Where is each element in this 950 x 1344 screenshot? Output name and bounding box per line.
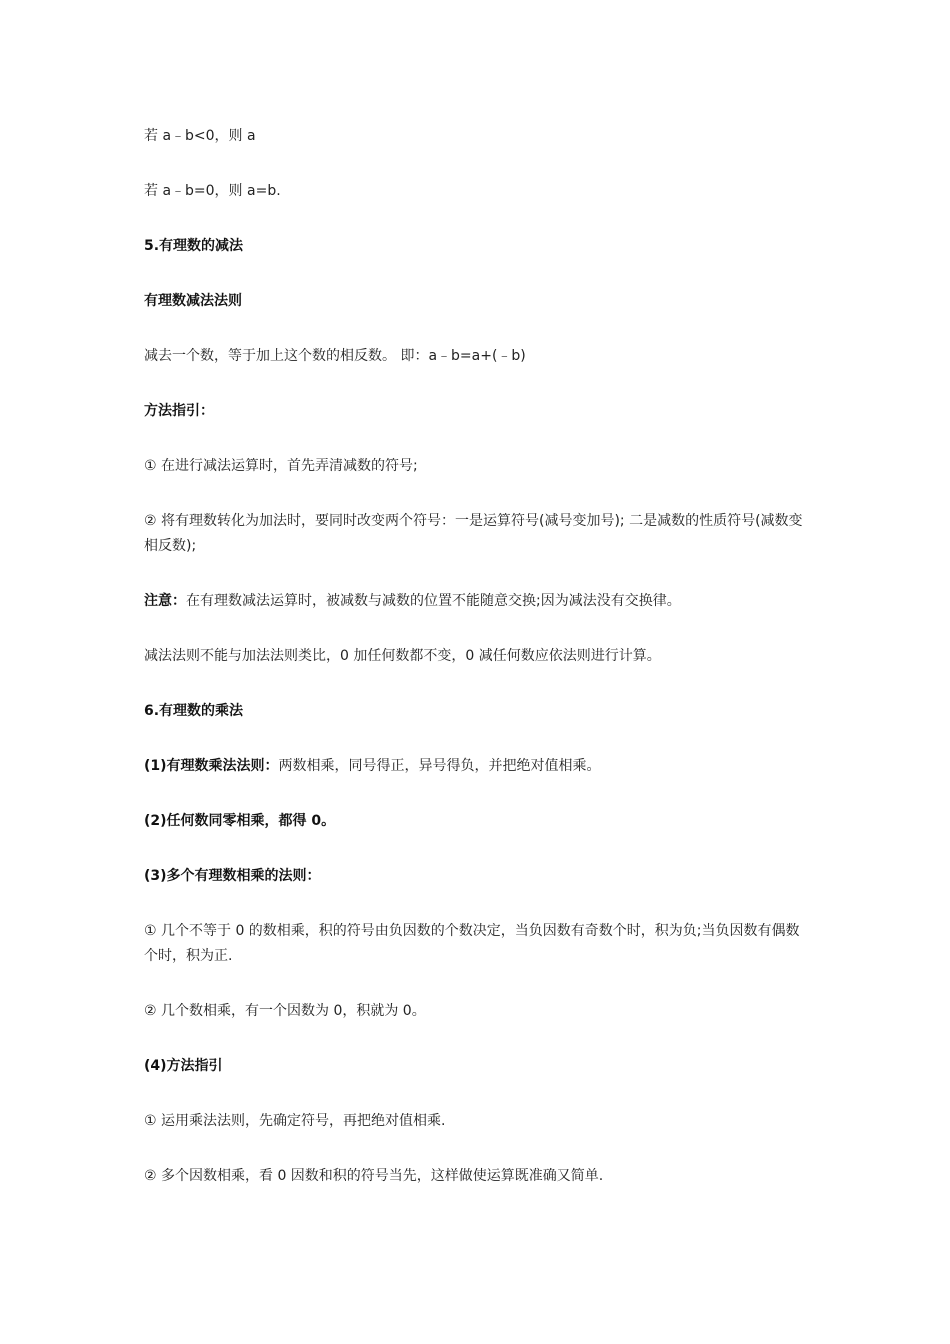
list-item: ② 多个因数相乘，看 0 因数和积的符号当先，这样做使运算既准确又简单. (144, 1168, 604, 1184)
note-label: 注意： (144, 593, 186, 609)
rule-text: 两数相乘，同号得正，异号得负，并把绝对值相乘。 (278, 758, 601, 774)
rule-heading: (4)方法指引 (144, 1058, 223, 1074)
rule-label: (1)有理数乘法法则： (144, 758, 279, 774)
subheading: 有理数减法法则 (144, 293, 242, 309)
note-text: 在有理数减法运算时，被减数与减数的位置不能随意交换;因为减法没有交换律。 (186, 593, 681, 609)
text-line: 若 a﹣b=0，则 a=b. (144, 183, 281, 199)
rule-heading: (2)任何数同零相乘，都得 0。 (144, 813, 336, 829)
list-item: ① 几个不等于 0 的数相乘，积的符号由负因数的个数决定，当负因数有奇数个时，积为负;当负因数有偶数个时，积为正. (144, 923, 800, 964)
list-item: ① 在进行减法运算时，首先弄清减数的符号; (144, 458, 418, 474)
text-line: 若 a﹣b<0，则 a (144, 128, 256, 144)
rule-heading: (3)多个有理数相乘的法则： (144, 868, 321, 884)
list-item: ① 运用乘法法则，先确定符号，再把绝对值相乘. (144, 1113, 446, 1129)
list-item: ② 将有理数转化为加法时，要同时改变两个符号：一是运算符号(减号变加号); 二是减数的性质符号(减数变相反数); (144, 513, 803, 554)
rule-paragraph (144, 754, 806, 779)
section-heading: 6.有理数的乘法 (144, 703, 244, 719)
note-paragraph (144, 589, 806, 614)
subheading: 方法指引： (144, 403, 214, 419)
list-item: ② 几个数相乘，有一个因数为 0，积就为 0。 (144, 1003, 426, 1019)
section-heading: 5.有理数的减法 (144, 238, 244, 254)
text-line: 减法法则不能与加法法则类比，0 加任何数都不变，0 减任何数应依法则进行计算。 (144, 648, 661, 664)
text-line: 减去一个数，等于加上这个数的相反数。 即：a﹣b=a+(﹣b) (144, 348, 526, 364)
